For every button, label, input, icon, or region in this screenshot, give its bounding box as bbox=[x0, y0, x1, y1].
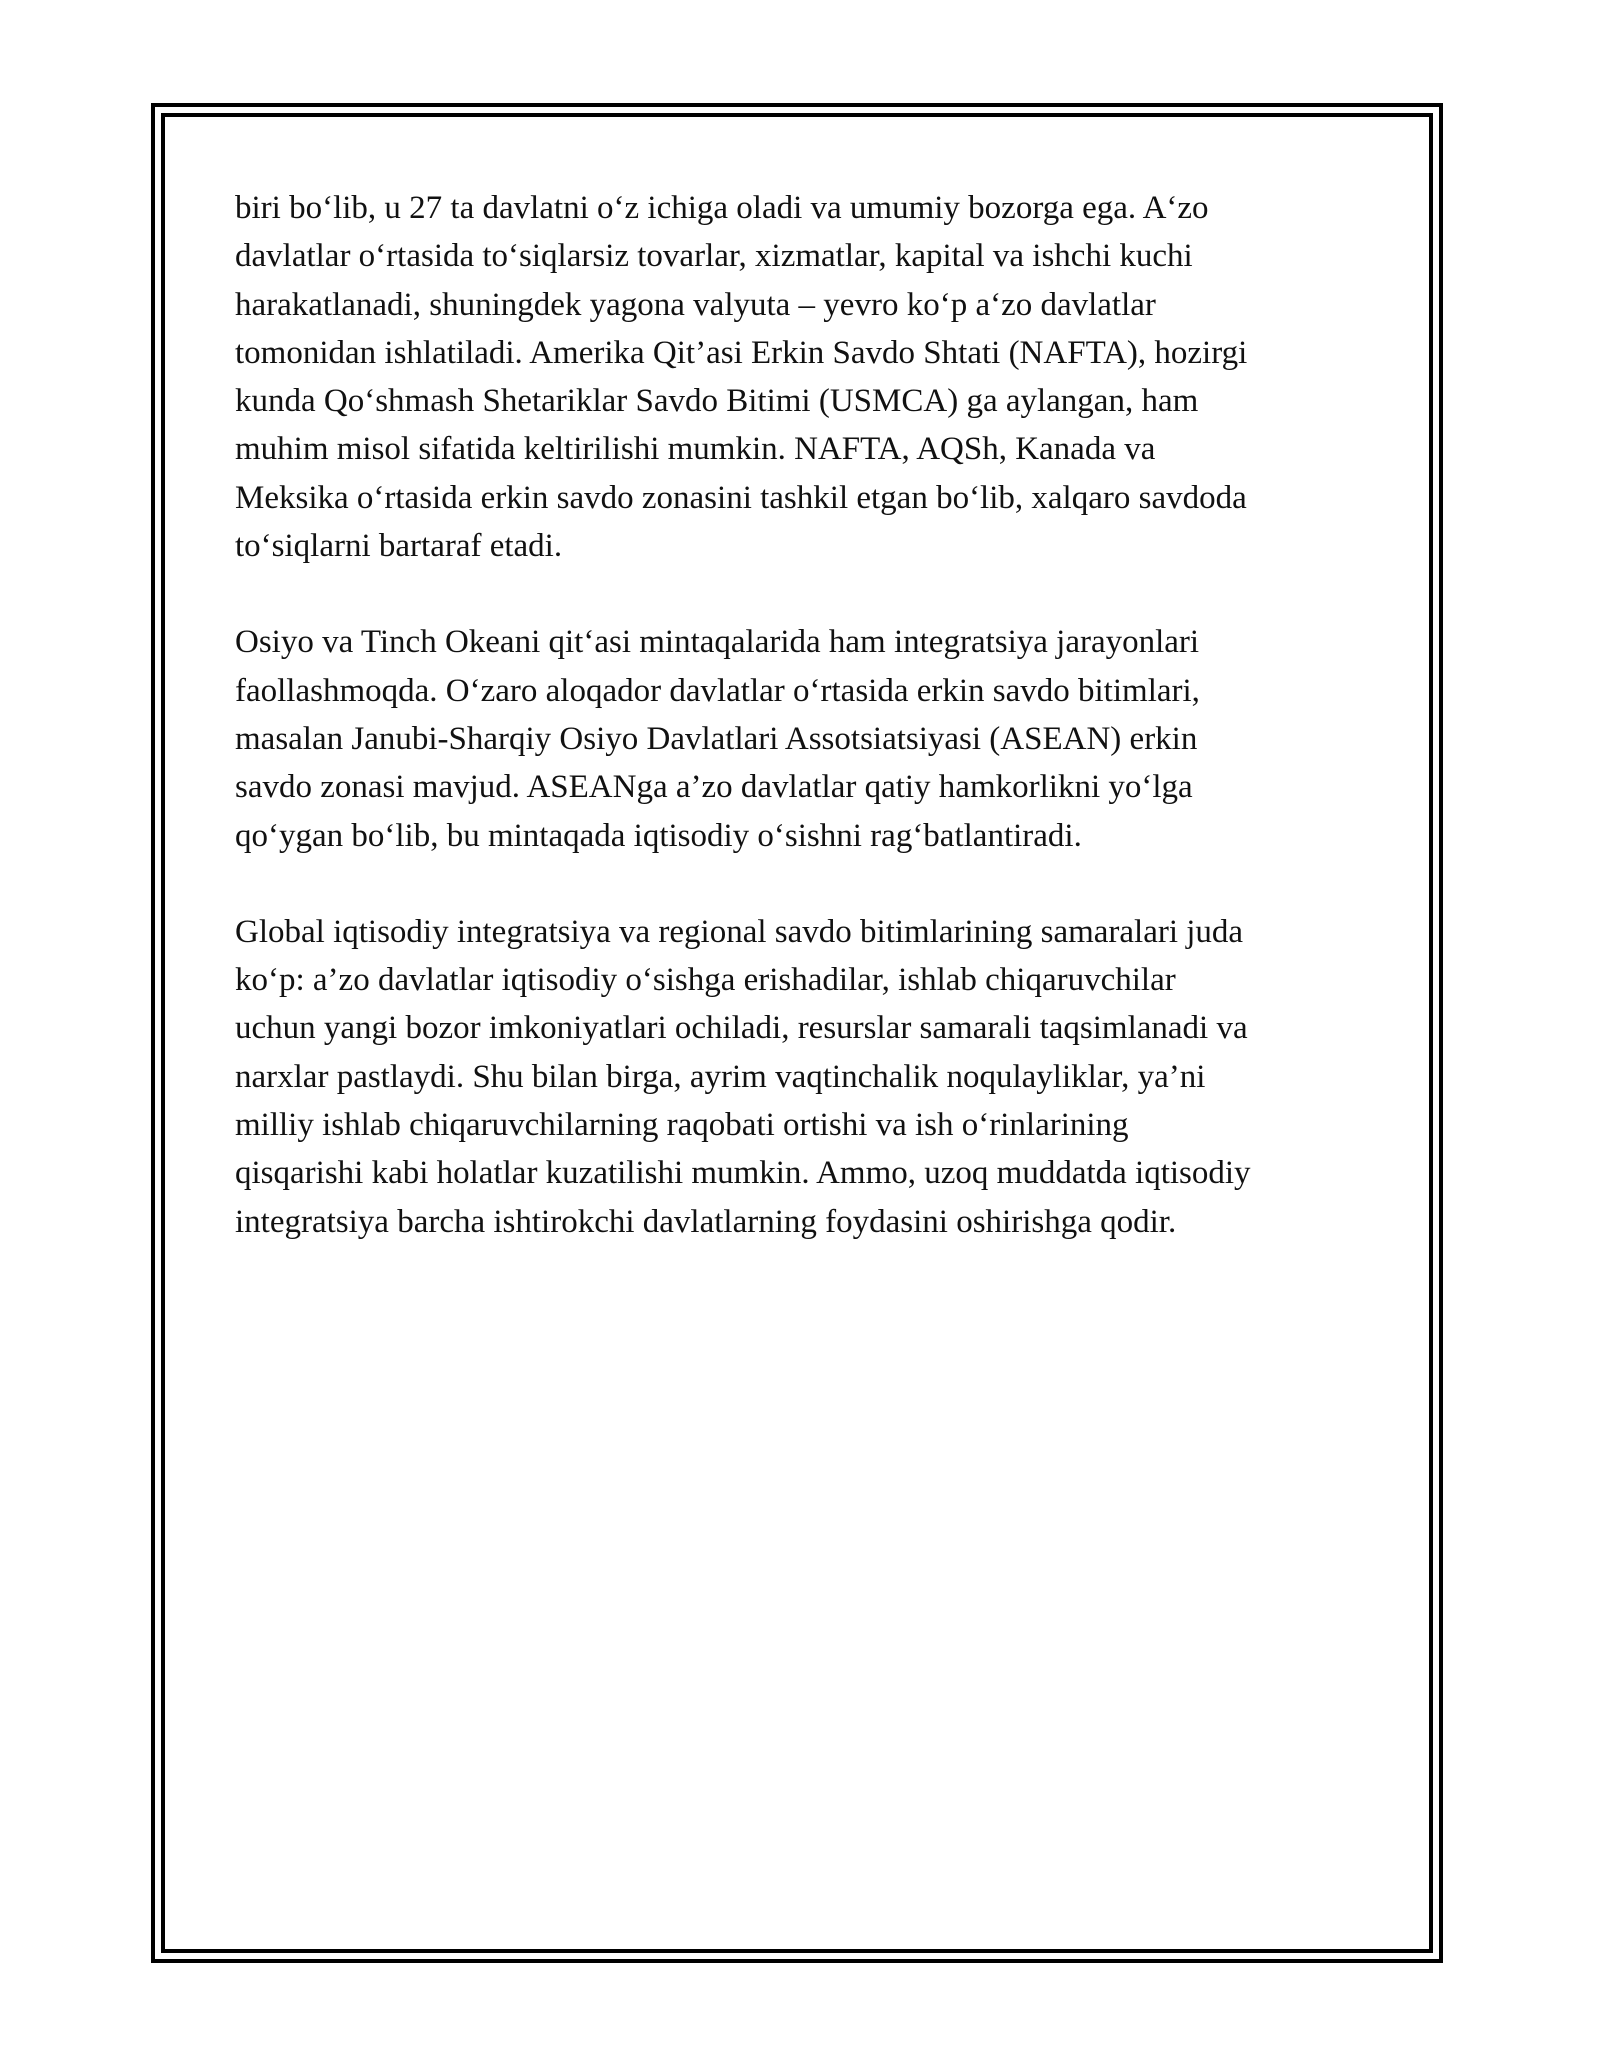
text-line: davlatlar o‘rtasida to‘siqlarsiz tovarlar, xizmatlar, kapital va ishchi kuchi bbox=[235, 238, 1193, 275]
text-line: qisqarishi kabi holatlar kuzatilishi mumkin. Ammo, uzoq muddatda iqtisodiy bbox=[235, 1155, 1251, 1192]
text-line: Global iqtisodiy integratsiya va regional savdo bitimlarining samaralari juda bbox=[235, 913, 1244, 950]
text-line: to‘siqlarni bartaraf etadi. bbox=[235, 528, 563, 565]
paragraph-2 bbox=[235, 618, 1370, 859]
text-line: milliy ishlab chiqaruvchilarning raqobati ortishi va ish o‘rinlarining bbox=[235, 1107, 1129, 1144]
text-line: narxlar pastlaydi. Shu bilan birga, ayrim vaqtinchalik noqulayliklar, ya’ni bbox=[235, 1058, 1206, 1095]
paragraph-1 bbox=[235, 184, 1370, 570]
text-line: qo‘ygan bo‘lib, bu mintaqada iqtisodiy o‘sishni rag‘batlantiradi. bbox=[235, 817, 1082, 854]
text-line: faollashmoqda. O‘zaro aloqador davlatlar o‘rtasida erkin savdo bitimlari, bbox=[235, 672, 1200, 709]
text-line: Osiyo va Tinch Okeani qit‘asi mintaqalarida ham integratsiya jarayonlari bbox=[235, 624, 1200, 661]
text-line: kunda Qo‘shmash Shetariklar Savdo Bitimi (USMCA) ga aylangan, ham bbox=[235, 383, 1199, 420]
text-line: harakatlanadi, shuningdek yagona valyuta – yevro ko‘p a‘zo davlatlar bbox=[235, 286, 1156, 323]
text-line: integratsiya barcha ishtirokchi davlatlarning foydasini oshirishga qodir. bbox=[235, 1203, 1177, 1240]
text-line: savdo zonasi mavjud. ASEANga a’zo davlatlar qatiy hamkorlikni yo‘lga bbox=[235, 769, 1193, 806]
text-line: tomonidan ishlatiladi. Amerika Qit’asi Erkin Savdo Shtati (NAFTA), hozirgi bbox=[235, 334, 1248, 371]
text-line: masalan Janubi-Sharqiy Osiyo Davlatlari Assotsiatsiyasi (ASEAN) erkin bbox=[235, 720, 1198, 757]
text-line: uchun yangi bozor imkoniyatlari ochiladi, resurslar samarali taqsimlanadi va bbox=[235, 1010, 1248, 1047]
document-body bbox=[235, 184, 1370, 1294]
text-line: Meksika o‘rtasida erkin savdo zonasini tashkil etgan bo‘lib, xalqaro savdoda bbox=[235, 479, 1247, 516]
paragraph-3 bbox=[235, 908, 1370, 1246]
text-line: biri bo‘lib, u 27 ta davlatni o‘z ichiga oladi va umumiy bozorga ega. A‘zo bbox=[235, 190, 1209, 226]
text-line: ko‘p: a’zo davlatlar iqtisodiy o‘sishga erishadilar, ishlab chiqaruvchilar bbox=[235, 962, 1176, 999]
text-line: muhim misol sifatida keltirilishi mumkin. NAFTA, AQSh, Kanada va bbox=[235, 431, 1156, 468]
